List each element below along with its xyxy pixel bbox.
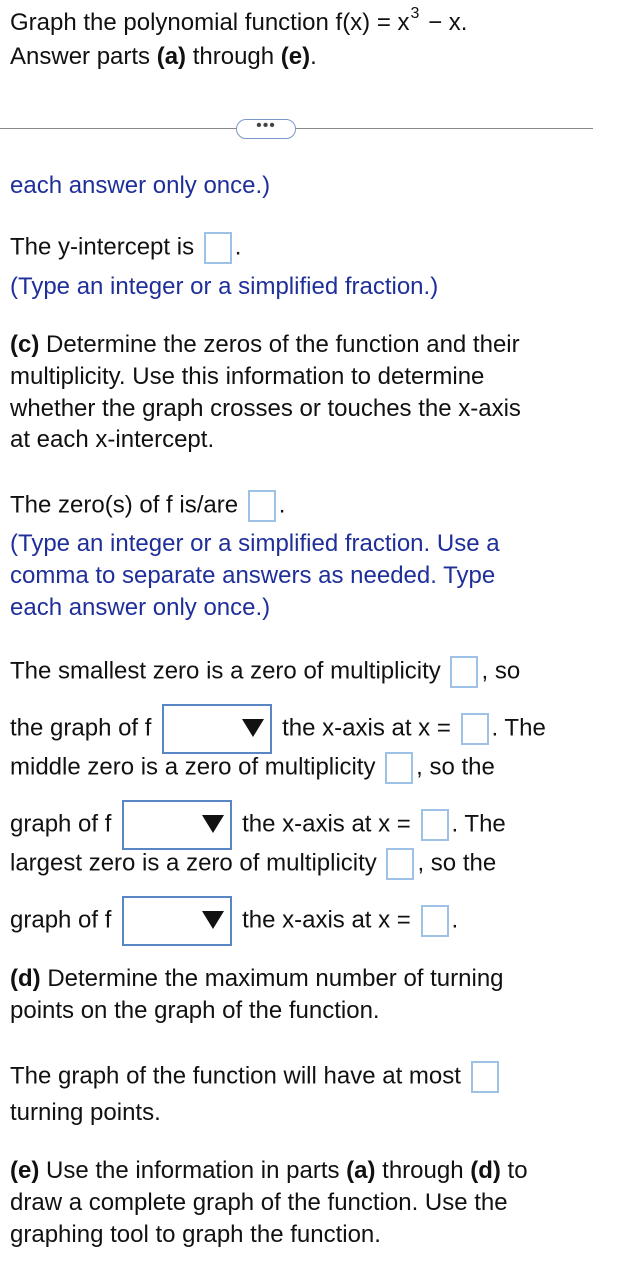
zeros-label: The zero(s) of f is/are <box>10 491 239 519</box>
x-axis-text: the x-axis at x = <box>242 810 411 838</box>
part-c-question-line-2: multiplicity. Use this information to determine <box>10 363 485 390</box>
previous-hint-tail: each answer only once.) <box>10 172 271 199</box>
smallest-x-input[interactable] <box>461 713 489 745</box>
smallest-zero-text: The smallest zero is a zero of multiplicity <box>10 657 441 685</box>
period: . <box>278 491 286 519</box>
part-e-label: (e) <box>10 1157 40 1184</box>
largest-behavior-dropdown[interactable] <box>122 896 232 946</box>
the-text: . The <box>491 714 546 742</box>
part-d-question-line-1 <box>10 964 504 994</box>
x-axis-text: the x-axis at x = <box>282 714 451 742</box>
instruction-text-mid: through <box>186 43 281 70</box>
part-d-label: (d) <box>10 965 41 992</box>
part-d-ref: (d) <box>470 1157 501 1184</box>
turning-points-label: The graph of the function will have at most <box>10 1062 461 1090</box>
y-intercept-input[interactable] <box>204 232 232 264</box>
expand-button[interactable]: ••• <box>236 119 296 139</box>
graph-of-f-text: the graph of f <box>10 714 152 742</box>
part-c-label: (c) <box>10 331 40 358</box>
question-line-2 <box>10 42 317 72</box>
y-intercept-row <box>10 232 241 264</box>
smallest-graph-row <box>10 704 546 754</box>
part-c-text: Determine the zeros of the function and their <box>39 331 520 358</box>
graph-of-f-text: graph of f <box>10 810 112 838</box>
instruction-text-end: . <box>310 43 317 70</box>
part-a-ref: (a) <box>156 43 187 70</box>
part-e-question-line-2: draw a complete graph of the function. Use the <box>10 1189 508 1216</box>
zeros-row <box>10 490 285 522</box>
question-line-1 <box>10 5 468 41</box>
part-e-question-line-3: graphing tool to graph the function. <box>10 1221 381 1248</box>
the-text: . The <box>451 810 506 838</box>
so-the-text: , so the <box>416 753 495 781</box>
middle-multiplicity-input[interactable] <box>385 752 413 784</box>
question-text: Graph the polynomial function f(x) = x <box>10 9 410 36</box>
part-c-question-line-3: whether the graph crosses or touches the x-axis <box>10 395 521 422</box>
part-e-ref: (e) <box>280 43 311 70</box>
smallest-multiplicity-input[interactable] <box>450 656 478 688</box>
part-e-text: Use the information in parts <box>39 1157 347 1184</box>
part-d-text: Determine the maximum number of turning <box>40 965 504 992</box>
x-axis-text: the x-axis at x = <box>242 906 411 934</box>
zeros-hint-line-3: each answer only once.) <box>10 594 271 621</box>
largest-graph-row <box>10 896 458 946</box>
part-d-question-line-2: points on the graph of the function. <box>10 997 380 1024</box>
largest-zero-row <box>10 848 496 880</box>
middle-zero-row <box>10 752 495 784</box>
middle-graph-row <box>10 800 506 850</box>
zeros-input[interactable] <box>248 490 276 522</box>
graph-of-f-text: graph of f <box>10 906 112 934</box>
instruction-text: Answer parts <box>10 43 157 70</box>
turning-points-tail: turning points. <box>10 1099 161 1126</box>
y-intercept-label: The y-intercept is <box>10 233 195 261</box>
zeros-hint-line-1: (Type an integer or a simplified fraction. Use a <box>10 530 500 557</box>
period: . <box>234 233 242 261</box>
zeros-hint-line-2: comma to separate answers as needed. Type <box>10 562 496 589</box>
part-a-ref: (a) <box>346 1157 376 1184</box>
largest-x-input[interactable] <box>421 905 449 937</box>
chevron-down-icon <box>202 815 224 833</box>
so-text: , so <box>481 657 521 685</box>
middle-x-input[interactable] <box>421 809 449 841</box>
turning-points-row <box>10 1061 502 1093</box>
chevron-down-icon <box>202 911 224 929</box>
part-e-question-line-1 <box>10 1156 528 1186</box>
part-e-text-mid: through <box>375 1157 471 1184</box>
smallest-behavior-dropdown[interactable] <box>162 704 272 754</box>
part-c-question-line-1 <box>10 330 520 360</box>
y-intercept-hint: (Type an integer or a simplified fraction.) <box>10 273 439 300</box>
section-divider <box>0 128 593 129</box>
largest-zero-text: largest zero is a zero of multiplicity <box>10 849 377 877</box>
middle-behavior-dropdown[interactable] <box>122 800 232 850</box>
exponent: 3 <box>410 5 420 22</box>
middle-zero-text: middle zero is a zero of multiplicity <box>10 753 376 781</box>
part-e-text-end: to <box>500 1157 528 1184</box>
period: . <box>451 906 459 934</box>
so-the-text: , so the <box>417 849 497 877</box>
largest-multiplicity-input[interactable] <box>386 848 414 880</box>
chevron-down-icon <box>242 719 264 737</box>
smallest-zero-row <box>10 656 520 688</box>
part-c-question-line-4: at each x-intercept. <box>10 426 215 453</box>
turning-points-input[interactable] <box>471 1061 499 1093</box>
question-text-end: − x. <box>421 9 468 36</box>
